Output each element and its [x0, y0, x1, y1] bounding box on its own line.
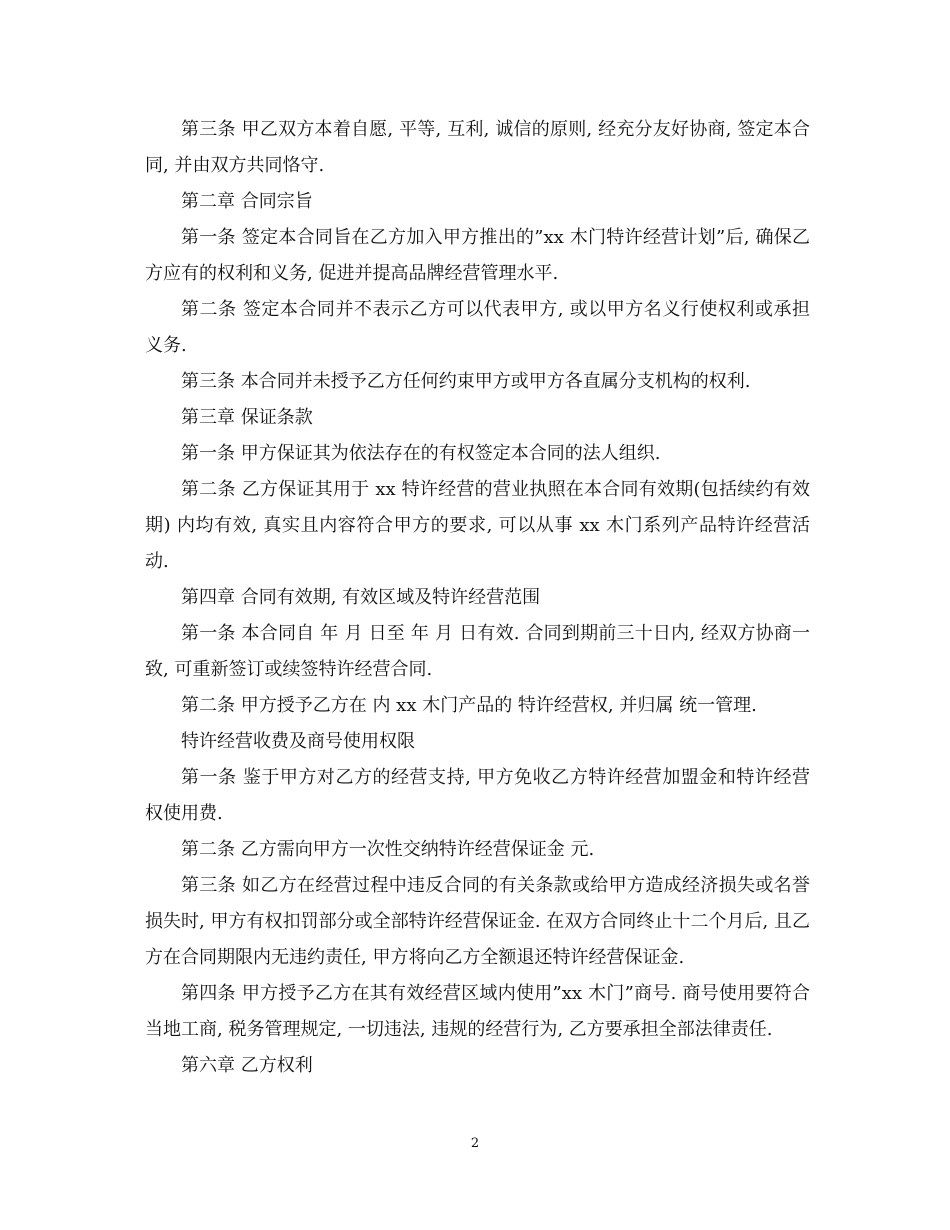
chapter-heading: 第六章 乙方权利: [181, 1055, 313, 1076]
paragraph: 第一条 甲方保证其为依法存在的有权签定本合同的法人组织.: [181, 443, 661, 464]
paragraph: 第一条 本合同自 年 月 日至 年 月 日有效. 合同到期前三十日内, 经双方协商一致, 可重新签订或续签特许经营合同.: [145, 623, 810, 680]
chapter-heading: 特许经营收费及商号使用权限: [181, 731, 415, 752]
chapter-heading: 第四章 合同有效期, 有效区域及特许经营范围: [181, 587, 541, 608]
chapter-heading: 第三章 保证条款: [181, 407, 313, 428]
paragraph: 第二条 签定本合同并不表示乙方可以代表甲方, 或以甲方名义行使权利或承担义务.: [145, 299, 810, 356]
page-number: 2: [470, 1136, 480, 1151]
paragraph: 第一条 签定本合同旨在乙方加入甲方推出的”xx 木门特许经营计划”后, 确保乙方应有的权利和义务, 促进并提高品牌经营管理水平.: [145, 227, 810, 284]
document-body: [145, 112, 810, 1084]
paragraph: 第一条 鉴于甲方对乙方的经营支持, 甲方免收乙方特许经营加盟金和特许经营权使用费.: [145, 767, 810, 824]
paragraph: 第三条 甲乙双方本着自愿, 平等, 互利, 诚信的原则, 经充分友好协商, 签定本合同, 并由双方共同恪守.: [145, 119, 810, 176]
paragraph: 第三条 本合同并未授予乙方任何约束甲方或甲方各直属分支机构的权利.: [181, 371, 751, 392]
paragraph: 第二条 甲方授予乙方在 内 xx 木门产品的 特许经营权, 并归属 统一管理.: [181, 695, 757, 716]
paragraph: 第二条 乙方需向甲方一次性交纳特许经营保证金 元.: [181, 839, 595, 860]
paragraph: 第四条 甲方授予乙方在其有效经营区域内使用”xx 木门”商号. 商号使用要符合当地工商, 税务管理规定, 一切违法, 违规的经营行为, 乙方要承担全部法律责任.: [145, 983, 810, 1040]
chapter-heading: 第二章 合同宗旨: [181, 191, 313, 212]
paragraph: 第二条 乙方保证其用于 xx 特许经营的营业执照在本合同有效期(包括续约有效期) 内均有效, 真实且内容符合甲方的要求, 可以从事 xx 木门系列产品特许经营活动.: [145, 479, 810, 572]
paragraph: 第三条 如乙方在经营过程中违反合同的有关条款或给甲方造成经济损失或名誉损失时, 甲方有权扣罚部分或全部特许经营保证金. 在双方合同终止十二个月后, 且乙方在合同期限内无违约责任, 甲方将向乙方全额退还特许经营保证金.: [145, 875, 810, 968]
